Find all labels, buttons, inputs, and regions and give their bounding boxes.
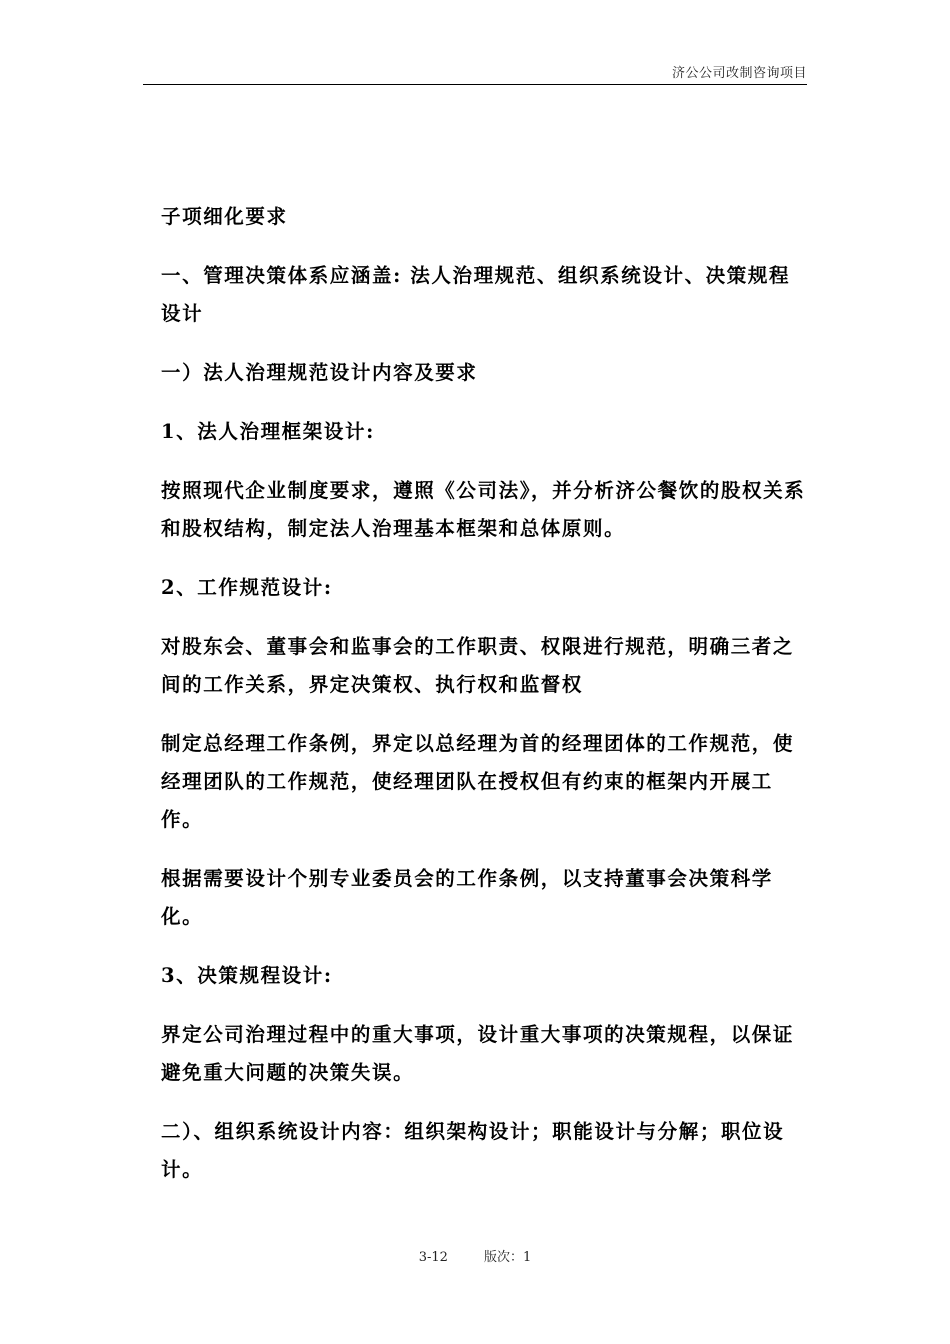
body-paragraph: 对股东会、董事会和监事会的工作职责、权限进行规范，明确三者之间的工作关系，界定决策权、执行权和监督权: [161, 635, 795, 696]
body-paragraph: 界定公司治理过程中的重大事项，设计重大事项的决策规程，以保证避免重大问题的决策失误。: [161, 1023, 795, 1084]
section-heading: 子项细化要求: [161, 205, 288, 228]
subsection-heading: 一）法人治理规范设计内容及要求: [161, 361, 478, 384]
header-title: 济公公司改制咨询项目: [671, 66, 807, 81]
item-heading: 1、法人治理框架设计:: [161, 420, 375, 443]
item-heading: 3、决策规程设计:: [161, 964, 333, 987]
item-heading: 2、工作规范设计:: [161, 576, 333, 599]
body-paragraph: 制定总经理工作条例，界定以总经理为首的经理团体的工作规范，使经理团队的工作规范，使经理团队在授权但有约束的框架内开展工作。: [161, 732, 795, 831]
page-number: 3-12: [418, 1250, 448, 1265]
section-heading: 一、管理决策体系应涵盖: 法人治理规范、组织系统设计、决策规程设计: [161, 264, 791, 325]
subsection-heading: 二）、组织系统设计内容：组织架构设计；职能设计与分解；职位设计。: [161, 1120, 785, 1181]
page-footer: [0, 1246, 950, 1265]
body-paragraph: 按照现代企业制度要求，遵照《公司法》，并分析济公餐饮的股权关系和股权结构，制定法人治理基本框架和总体原则。: [161, 479, 806, 540]
header-rule: [143, 84, 807, 85]
body-paragraph: 根据需要设计个别专业委员会的工作条例，以支持董事会决策科学化。: [161, 867, 773, 928]
document-body: [161, 198, 811, 1210]
version-label: 版次：1: [483, 1250, 532, 1265]
